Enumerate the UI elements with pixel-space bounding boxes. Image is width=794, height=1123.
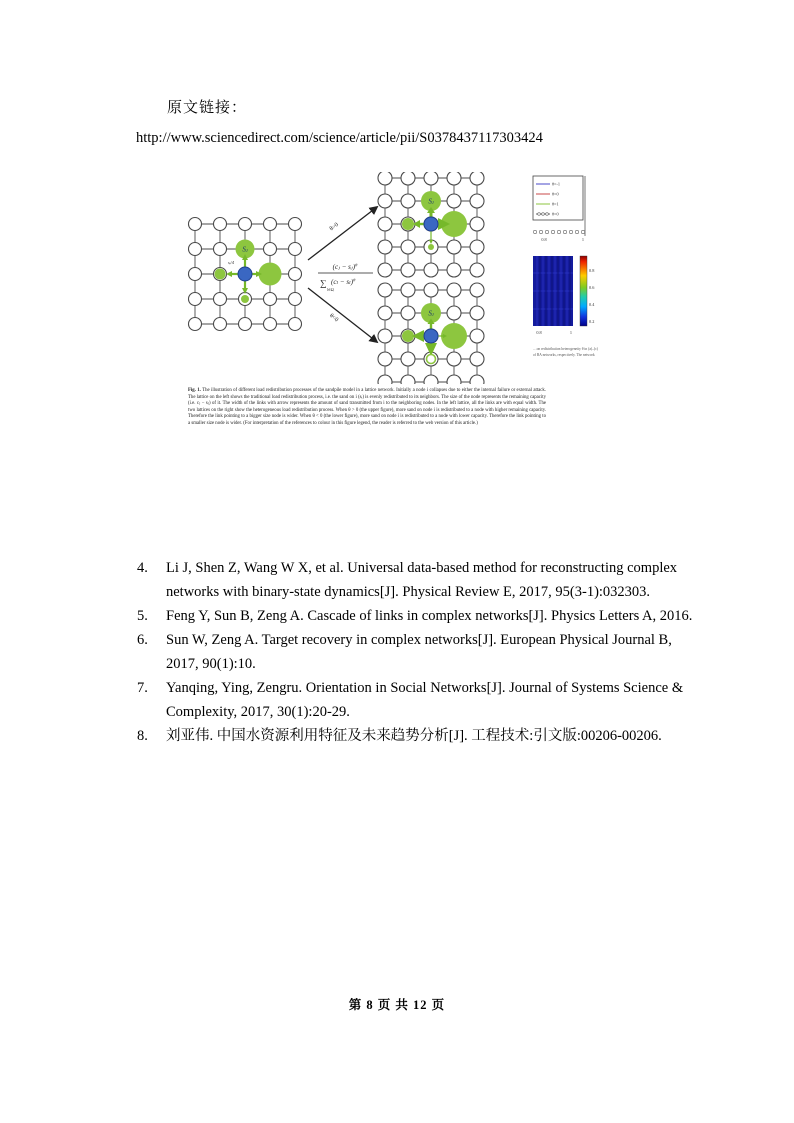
reference-number: 8. [137, 728, 148, 744]
formula-sum: ∑ [320, 278, 327, 288]
reference-number: 6. [137, 632, 148, 648]
source-url-text: http://www.sciencedirect.com/science/article/pii/S0378437117303424 [136, 130, 543, 146]
side-caption-line-1: …on redistribution heterogeneity θ in (a)–(c) [533, 347, 598, 351]
colorbar-tick-3: 0.4 [589, 302, 595, 307]
colorbar-tick-4: 0.2 [589, 319, 595, 324]
reference-number: 7. [137, 680, 148, 696]
redistribution-formula [318, 263, 373, 293]
reference-item-7 [137, 676, 693, 724]
figure-1-canvas [185, 172, 635, 384]
reference-text: Sun W, Zeng A. Target recovery in complex networks[J]. European Physical Journal B, 2017, 90(1):10. [166, 632, 672, 672]
green-node-left [215, 269, 226, 280]
reference-text: Yanqing, Ying, Zengru. Orientation in Social Networks[J]. Journal of Systems Science & Complexity, 2017, 30(1):20-29. [166, 680, 684, 720]
figure-1-image [185, 172, 635, 455]
green-node-left [402, 218, 414, 230]
sj-label: Sⱼ [428, 309, 434, 318]
source-link-label: 原文链接： [167, 100, 248, 116]
blue-node-i [424, 217, 438, 231]
formula-exp-den: θ [353, 277, 356, 283]
blue-node-i [424, 329, 438, 343]
legend-label-1: θ=-1 [552, 181, 561, 187]
reference-item-5 [137, 604, 693, 628]
sj-label: Sⱼ [428, 197, 434, 206]
formula-numerator: (cⱼ − sⱼ) [332, 263, 356, 271]
heatmap-x-tick-2: 1 [569, 330, 573, 335]
green-ring-node [427, 355, 436, 364]
legend-circle-markers [538, 213, 549, 216]
side-caption-line-2: of BA networks, respectively. The network [533, 353, 595, 357]
sj-label: Sⱼ [242, 245, 248, 254]
colorbar-tick-2: 0.6 [589, 285, 595, 290]
figure-caption [188, 388, 546, 428]
figure-right-sliver [533, 176, 599, 358]
reference-item-4 [137, 556, 693, 604]
reference-list [137, 556, 693, 748]
blue-node-i [238, 267, 252, 281]
mini-axis-tick-1: 0.8 [541, 237, 547, 242]
reference-text: 刘亚伟. 中国水资源利用特征及未来趋势分析[J]. 工程技术:引文版:00206-00206. [166, 728, 662, 744]
reference-number: 5. [137, 608, 148, 624]
green-node-bottom [241, 295, 249, 303]
reference-item-6 [137, 628, 693, 676]
svg-text:(cₗ − sₗ)θ [331, 278, 356, 287]
theta-lt0-label: θ<0 [328, 312, 340, 324]
mini-axis-tick-2: 1 [581, 237, 585, 242]
figure-caption-body: The illustration of different load redistribution processes of the sandpile model in a lattice network. Initially a node i collapses due to either the internal failure or external attack. The lattice on the left shows the traditional load redistribution process, i.e. the sand on i (sᵢ) is evenly redistributed to its neighbors. The size of the node represents the remaining capacity (i.e. cⱼ − sⱼ) of it. The width of the links with arrow represents the amount of sand transmitted from i to the neighboring nodes. In the left lattice, all the links are with equal width. The two lattices on the right show the heterogeneous load redistribution process. When θ > 0 (the upper figure), more sand on node i is redistributed to a node with higher remaining capacity. Therefore the link pointing to a bigger size node is wider. When θ < 0 (the lower figure), more sand on node i is redistributed to a node with lower capacity. Therefore the link pointing to a smaller size node is wider. (For interpretation of the references to colour in this figure legend, the reader is referred to the web version of this article.) [188, 388, 547, 427]
green-node-bottom [428, 244, 434, 250]
reference-number: 4. [137, 560, 148, 576]
mini-axis-markers [533, 230, 584, 233]
colorbar [580, 256, 587, 326]
theta-gt0-label: θ>0 [328, 222, 340, 233]
branch-arrows [308, 207, 377, 342]
figure-caption-lead: Fig. 1. [188, 388, 203, 393]
legend-label-2: θ=0 [552, 191, 559, 197]
formula-exp-num: θ [355, 262, 358, 268]
share-label: sᵢ/4 [228, 260, 234, 265]
legend-label-4: θ=0 [552, 211, 559, 217]
reference-text: Feng Y, Sun B, Zeng A. Cascade of links in complex networks[J]. Physics Letters A, 2016. [166, 608, 693, 624]
colorbar-tick-1: 0.8 [589, 268, 595, 273]
formula-sum-sub: l∈Ωᵢ [327, 288, 335, 292]
formula-denominator: (cₗ − sₗ) [331, 278, 354, 286]
legend-label-3: θ=1 [552, 201, 559, 207]
reference-item-8 [137, 724, 693, 748]
svg-text:(cⱼ − sⱼ)θ [333, 263, 358, 272]
page-number-footer: 第 8 页 共 12 页 [348, 998, 446, 1012]
reference-text: Li J, Shen Z, Wang W X, et al. Universal data-based method for reconstructing complex networks with binary-state dynamics[J]. Physical Review E, 2017, 95(3-1):032303. [166, 560, 678, 600]
heatmap-x-tick-1: 0.8 [536, 330, 542, 335]
